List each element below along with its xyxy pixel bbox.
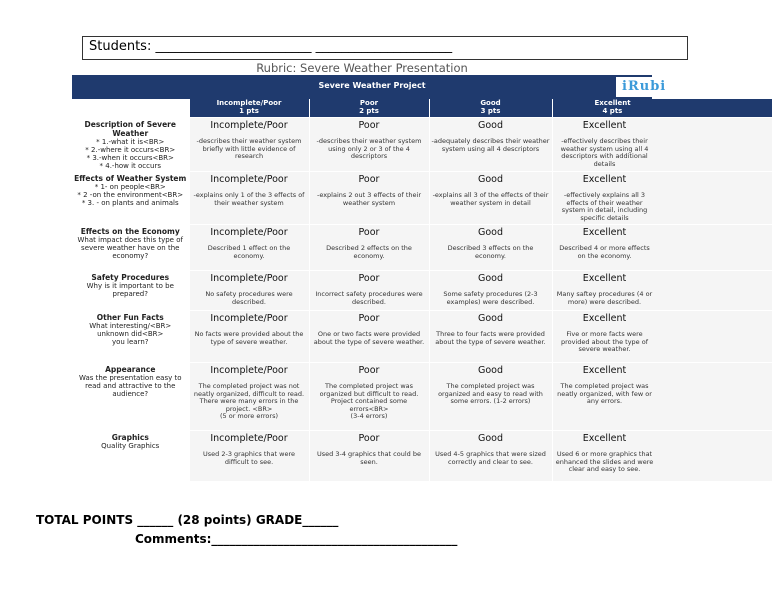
score-cell-description: The completed project was organized and easy to read with some errors. (1-2 errors) <box>438 382 543 405</box>
comments-line: Comments:_________________________________________ <box>135 532 458 546</box>
score-cell-title: Good <box>477 120 504 131</box>
score-cell-title: Poor <box>358 120 380 131</box>
rubric-header-title: Severe Weather Project <box>318 81 426 90</box>
score-cell-description: Some safety procedures (2-3 examples) were described. <box>443 290 538 306</box>
rubric-row <box>72 172 772 225</box>
score-cell <box>429 225 552 271</box>
score-cell-title: Excellent <box>582 273 627 284</box>
score-cell <box>309 363 429 431</box>
score-cell <box>429 118 552 172</box>
score-cell-title: Excellent <box>582 365 627 376</box>
score-cell <box>552 363 772 431</box>
level-header: Poor 2 pts <box>309 99 429 118</box>
score-cell-title: Poor <box>358 365 380 376</box>
score-cell-description: -describes their weather system briefly with little evidence of research <box>196 137 302 160</box>
criterion-cell <box>72 172 189 225</box>
score-cell-title: Poor <box>358 433 380 444</box>
score-cell <box>309 311 429 363</box>
score-cell <box>189 225 309 271</box>
criterion-cell <box>72 271 189 311</box>
score-cell-title: Incomplete/Poor <box>210 313 288 324</box>
criterion-name: Safety Procedures <box>91 272 170 282</box>
score-cell-description: No safety procedures were described. <box>205 290 293 306</box>
score-cell-description: The completed project was neatly organized, with few or any errors. <box>557 382 652 405</box>
score-cell-description: Used 3-4 graphics that could be seen. <box>317 450 421 466</box>
score-cell-description: -explains only 1 of the 3 effects of their weather system <box>193 191 305 207</box>
score-cell-title: Excellent <box>582 433 627 444</box>
score-cell-title: Good <box>477 174 504 185</box>
score-cell-description: -adequately describes their weather system using all 4 descriptors <box>431 137 550 153</box>
score-cell-description: Described 3 effects on the economy. <box>447 244 534 260</box>
score-cell <box>189 431 309 481</box>
score-cell-description: Described 1 effect on the economy. <box>207 244 291 260</box>
score-cell <box>552 172 772 225</box>
criterion-name: Description of Severe Weather <box>84 119 176 138</box>
criterion-description: * 1.-what it is<BR> * 2.-where it occurs<BR> * 3.-when it occurs<BR> * 4.-how it occurs <box>85 137 176 170</box>
score-cell-title: Poor <box>358 273 380 284</box>
score-cell <box>309 172 429 225</box>
criterion-description: What interesting/<BR> unknown did<BR> you learn? <box>89 321 172 346</box>
score-cell-description: -effectively describes their weather system using all 4 descriptors with additional details <box>560 137 649 168</box>
score-cell <box>552 225 772 271</box>
rubric-row <box>72 225 772 271</box>
score-cell-title: Incomplete/Poor <box>210 120 288 131</box>
score-cell <box>429 311 552 363</box>
criterion-description: What impact does this type of severe weather have on the economy? <box>77 235 183 260</box>
score-cell <box>189 271 309 311</box>
score-cell-title: Incomplete/Poor <box>210 273 288 284</box>
score-cell-description: The completed project was not neatly organized, difficult to read. There were many errors in the project. <BR> (5 or more errors) <box>193 382 305 420</box>
irubric-logo: iRubi <box>616 77 682 97</box>
score-cell-description: One or two facts were provided about the type of severe weather. <box>313 330 425 346</box>
score-cell <box>552 118 772 172</box>
level-header: Good 3 pts <box>429 99 552 118</box>
level-header-blank <box>72 99 189 118</box>
score-cell-title: Incomplete/Poor <box>210 227 288 238</box>
rubric-title: Rubric: Severe Weather Presentation <box>256 61 468 75</box>
score-cell-description: -effectively explains all 3 effects of their weather system in detail, including specific details <box>561 191 648 222</box>
criterion-description: * 1- on people<BR> * 2 -on the environment<BR> * 3. - on plants and animals <box>77 182 184 207</box>
score-cell <box>552 311 772 363</box>
criterion-name: Other Fun Facts <box>96 312 164 322</box>
level-header: Incomplete/Poor 1 pts <box>189 99 309 118</box>
criterion-name: Graphics <box>111 432 149 442</box>
criterion-cell <box>72 363 189 431</box>
total-points-line: TOTAL POINTS ______ (28 points) GRADE______ <box>36 513 339 527</box>
score-cell <box>189 118 309 172</box>
criterion-description: Quality Graphics <box>101 441 160 450</box>
score-cell <box>189 311 309 363</box>
criterion-name: Effects on the Economy <box>80 226 180 236</box>
students-box <box>82 36 688 60</box>
score-cell <box>429 363 552 431</box>
score-cell-title: Good <box>477 273 504 284</box>
criterion-cell <box>72 311 189 363</box>
rubric-row <box>72 271 772 311</box>
rubric-row <box>72 431 772 481</box>
score-cell-description: -explains 2 out 3 effects of their weather system <box>316 191 421 207</box>
score-cell-description: Used 4-5 graphics that were sized correctly and clear to see. <box>435 450 546 466</box>
score-cell <box>552 271 772 311</box>
score-cell-description: Used 6 or more graphics that enhanced the slides and were clear and easy to see. <box>555 450 654 473</box>
score-cell-title: Incomplete/Poor <box>210 174 288 185</box>
score-cell-description: Three to four facts were provided about the type of severe weather. <box>435 330 546 346</box>
score-cell <box>309 225 429 271</box>
score-cell-title: Good <box>477 313 504 324</box>
score-cell-title: Good <box>477 227 504 238</box>
rubric-header <box>72 75 667 99</box>
score-cell-description: Incorrect safety procedures were described. <box>315 290 423 306</box>
score-cell-title: Incomplete/Poor <box>210 365 288 376</box>
score-cell <box>189 363 309 431</box>
rubric-table <box>72 99 772 481</box>
score-cell-description: Described 4 or more effects on the economy. <box>559 244 650 260</box>
level-header: Excellent 4 pts <box>552 99 772 118</box>
level-header-row <box>72 99 772 118</box>
score-cell-title: Excellent <box>582 174 627 185</box>
score-cell-description: Five or more facts were provided about the type of severe weather. <box>560 330 648 353</box>
criterion-name: Effects of Weather System <box>74 173 187 183</box>
score-cell-description: Many saftey procedures (4 or more) were described. <box>556 290 653 306</box>
score-cell-description: The completed project was organized but difficult to read. Project contained some errors<BR> (3-4 errors) <box>319 382 419 420</box>
criterion-name: Appearance <box>105 364 156 374</box>
score-cell-title: Good <box>477 365 504 376</box>
score-cell-description: Described 2 effects on the economy. <box>326 244 412 260</box>
score-cell <box>429 172 552 225</box>
score-cell-title: Poor <box>358 174 380 185</box>
score-cell <box>429 271 552 311</box>
rubric-row <box>72 311 772 363</box>
score-cell-title: Excellent <box>582 313 627 324</box>
rubric-row <box>72 118 772 172</box>
score-cell-title: Good <box>477 433 504 444</box>
criterion-description: Was the presentation easy to read and attractive to the audience? <box>78 373 182 398</box>
score-cell <box>309 271 429 311</box>
students-line: Students: ________________________ _____________________ <box>89 39 453 54</box>
score-cell-title: Poor <box>358 313 380 324</box>
rubric-row <box>72 363 772 431</box>
score-cell-title: Excellent <box>582 227 627 238</box>
criterion-cell <box>72 118 189 172</box>
score-cell-description: Used 2-3 graphics that were difficult to see. <box>203 450 295 466</box>
score-cell-title: Excellent <box>582 120 627 131</box>
criterion-description: Why is it important to be prepared? <box>86 281 174 298</box>
score-cell <box>429 431 552 481</box>
rubric <box>72 75 667 499</box>
score-cell <box>189 172 309 225</box>
score-cell <box>552 431 772 481</box>
criterion-cell <box>72 431 189 481</box>
score-cell-description: -explains all 3 of the effects of their weather system in detail <box>432 191 549 207</box>
score-cell-description: -describes their weather system using only 2 or 3 of the 4 descriptors <box>316 137 422 160</box>
score-cell-description: No facts were provided about the type of severe weather. <box>194 330 304 346</box>
score-cell-title: Poor <box>358 227 380 238</box>
criterion-cell <box>72 225 189 271</box>
score-cell <box>309 118 429 172</box>
score-cell-title: Incomplete/Poor <box>210 433 288 444</box>
score-cell <box>309 431 429 481</box>
